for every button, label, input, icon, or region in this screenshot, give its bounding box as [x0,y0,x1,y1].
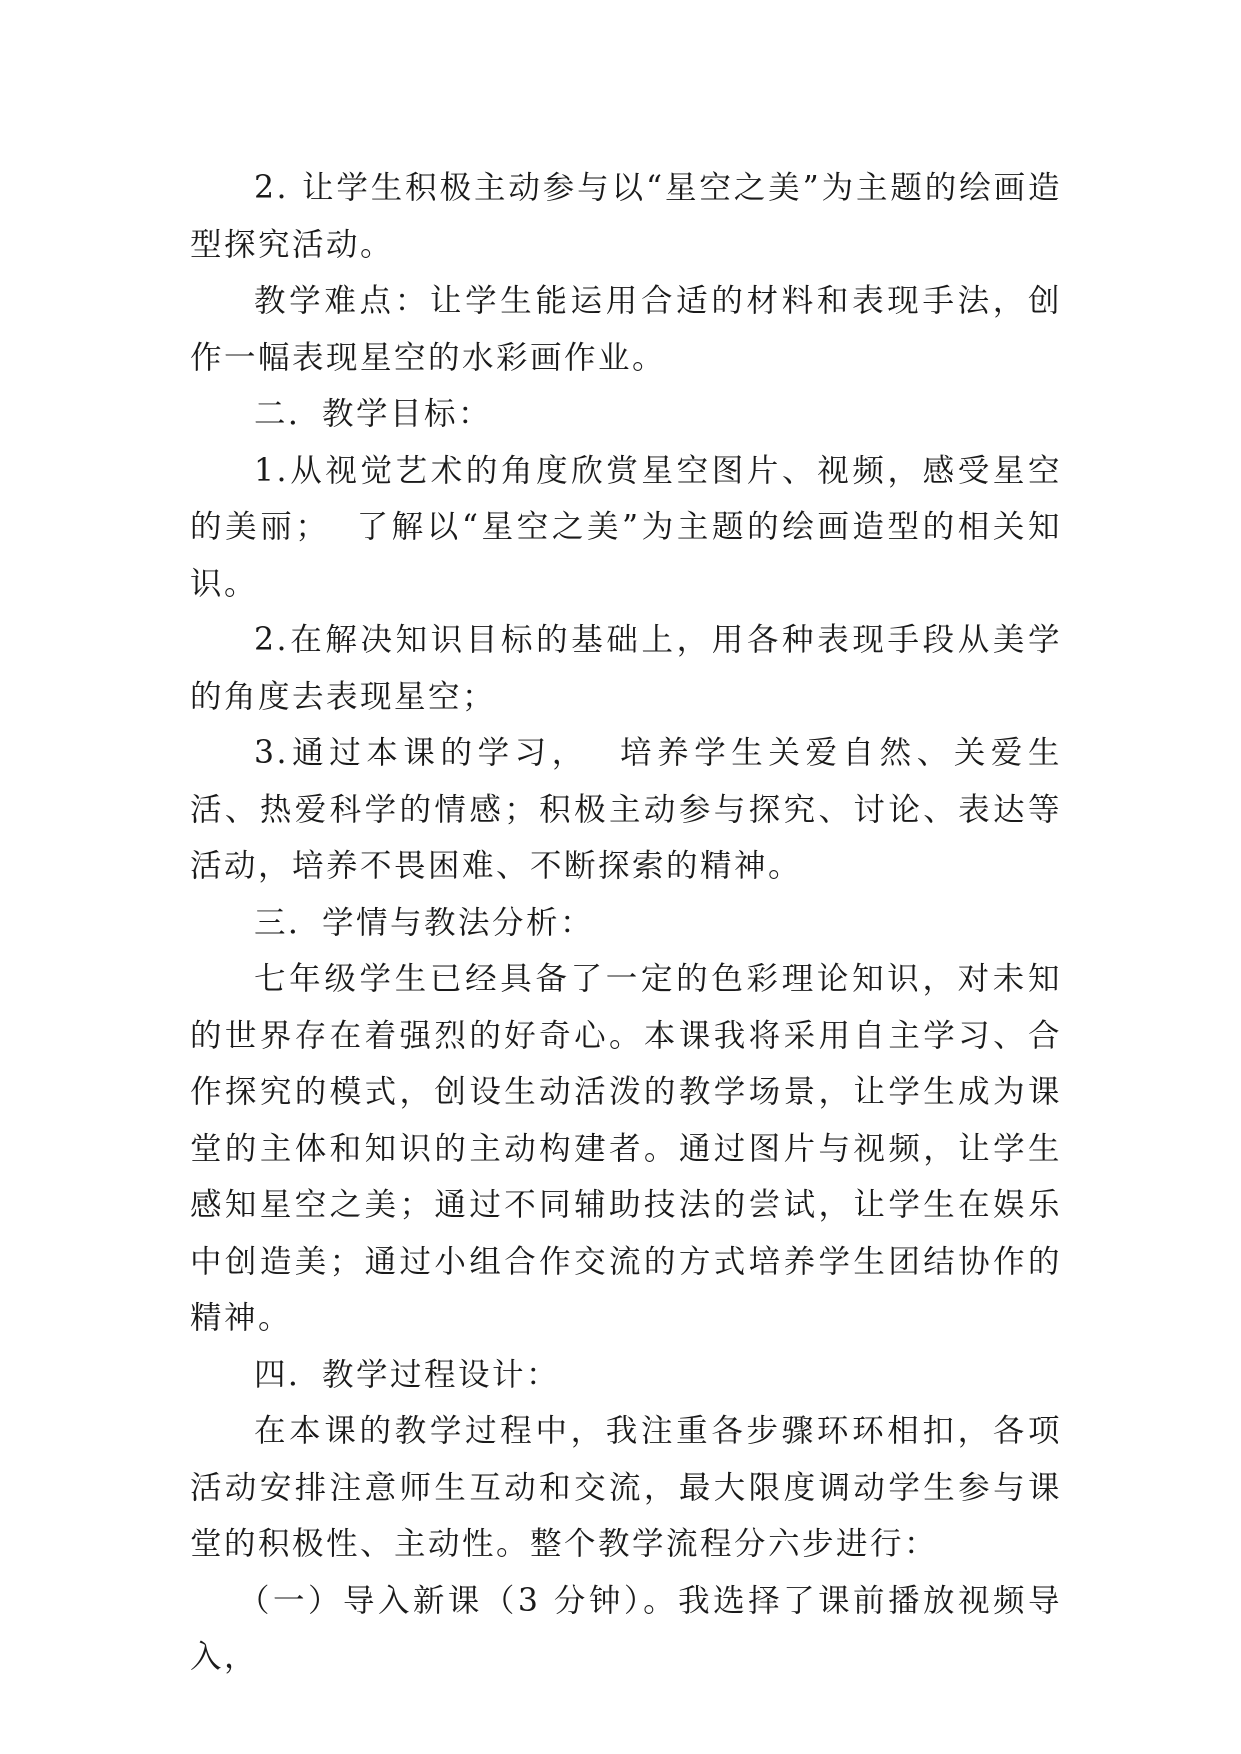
heading-teaching-process: 四．教学过程设计： [254,1356,561,1393]
paragraph-objective-3: 3.通过本课的学习， 培养学生关爱自然、关爱生活、热爱科学的情感；积极主动参与探究、讨论、表达等活动，培养不畏困难、不断探索的精神。 [190,735,1062,884]
heading-student-analysis: 三．学情与教法分析： [254,904,595,941]
paragraph-student-analysis: 七年级学生已经具备了一定的色彩理论知识，对未知的世界存在着强烈的好奇心。本课我将采用自主学习、合作探究的模式，创设生动活泼的教学场景，让学生成为课堂的主体和知识的主动构建者。通过图片与视频，让学生感知星空之美；通过不同辅助技法的尝试，让学生在娱乐中创造美；通过小组合作交流的方式培养学生团结协作的精神。 [190,961,1062,1336]
paragraph-objective-2: 2.在解决知识目标的基础上，用各种表现手段从美学的角度去表现星空； [190,622,1062,715]
paragraph-objective-1: 1.从视觉艺术的角度欣赏星空图片、视频，感受星空的美丽； 了解以“星空之美”为主题的绘画造型的相关知识。 [190,452,1062,602]
paragraph-intro-step: （一）导入新课（3 分钟）。我选择了课前播放视频导入， [190,1582,1062,1675]
paragraph-teaching-difficulty: 教学难点：让学生能运用合适的材料和表现手法，创作一幅表现星空的水彩画作业。 [190,283,1062,376]
paragraph-key-point-2: 2. 让学生积极主动参与以“星空之美”为主题的绘画造型探究活动。 [190,170,1062,263]
document-body [190,160,1062,1686]
heading-teaching-objectives: 二．教学目标： [254,396,493,432]
paragraph-teaching-process: 在本课的教学过程中，我注重各步骤环环相扣，各项活动安排注意师生互动和交流，最大限度调动学生参与课堂的积极性、主动性。整个教学流程分六步进行： [190,1413,1062,1562]
